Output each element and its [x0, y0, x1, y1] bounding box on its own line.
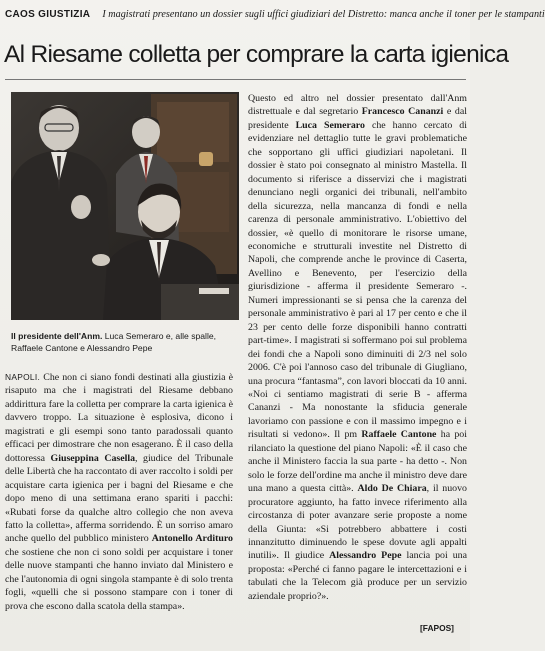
author-signature: [FAPOS]	[420, 623, 454, 633]
paragraph	[248, 92, 467, 603]
text-run: ha poi rilanciato la questione del piano Napoli: «È il caso che anche il Ministero faccia la sua parte - ha detto -. Non solo le forze dell'ordine ma anche il ministro deve dare una mano a questa città».	[248, 429, 467, 495]
article-photo	[11, 92, 239, 320]
text-run: lancia poi una proposta: «Perché ci fanno pagare le intercettazioni e i tabulati che la Telecom già produce per un servizio aziendale proprio?».	[248, 550, 467, 602]
text-run: che hanno cercato di evidenziare nel dettaglio tutte le gravi problematiche che sopportano gli uffici giudiziari napoletani. Il dossier è stato poi consegnato al ministro Mastella. Il documento si riferisce a disservizi che i magistrati denunciano negli organici dei tribunali, nell'ambito della sicurezza, nella mancanza di fondi e nella carenza di personale amministrativo. L'obiettivo del dossier, «è quello di monitorare le risorse umane, economiche e strutturali investite nel Distretto di Napoli, che comprende anche le province di Caserta, Avellino e Benevento, per l'esercizio della giurisdizione - afferma il presidente Semeraro -. Numeri impressionanti se si pensa che la carenza del personale amministrativo è pari al 17 per cento e che il 23 per cento delle forze disponibili hanno contratti part-time». I magistrati si soffermano poi sul problema dei fondi che a Napoli sono diminuiti di 2/3 nel solo 2006. C'è poi l'annoso caso del tribunale di Giugliano, una procura “fantasma”, con lavori bloccati da 10 anni. «Noi ci sentiamo magistrati di serie B - afferma Cananzi - Ma nonostante la sfiducia generale lavoriamo con passione e con il massimo impegno e i risultati si vedono». Il pm	[248, 119, 467, 441]
person-name: Giuseppina Casella	[50, 452, 136, 464]
article-column-left	[5, 371, 233, 613]
text-run: , il nuovo procuratore aggiunto, ha fatto invece riferimento alla circostanza di poter avanzare serie proposte a nome della Giunta: «Si potrebbero abbattere i costi innanzitutto diminuendo le spese dovute agli appalti inutili». Il giudice	[248, 483, 467, 562]
text-run: Questo ed altro nel dossier presentato dall'Anm distrettuale e dal segretario	[248, 93, 467, 118]
person-name: Aldo De Chiara	[357, 483, 427, 495]
section-label: CAOS GIUSTIZIA	[5, 8, 91, 20]
deck-subhead: I magistrati presentano un dossier sugli uffici giudiziari del Distretto: manca anche il toner per le stampanti	[102, 8, 545, 20]
photo-illustration	[11, 92, 239, 320]
article-column-right	[248, 92, 467, 603]
person-name: Luca Semeraro	[295, 119, 365, 131]
caption-lead: Il presidente dell'Anm.	[11, 331, 103, 341]
text-run: , giudice del Tribunale delle Libertà che ha raccontato di aver raccolto i soldi per acquistare carta igienica per i bagni del Riesame e che dopo meno di una settimana erano spariti i pacchi: «Rubati forse da qualche altro collegio che non aveva fatto la colletta», afferma sorridendo. È un sorriso amaro anche quello del pubblico ministero	[5, 452, 233, 545]
photo-caption	[11, 330, 239, 354]
person-name: Francesco Cananzi	[361, 106, 444, 118]
kicker-bar	[5, 5, 545, 23]
text-run: Che non ci siano fondi destinati alla giustizia è risaputo ma che i magistrati del Riesame debbano addirittura fare la colletta per comprare la carta igienica è davvero troppo. La situazione è esplosiva, dicono i magistrati e gli esempi sono tanto paradossali quanto efficaci per dimostrare che non esagerano. È il caso della dottoressa	[5, 372, 233, 464]
headline: Al Riesame colletta per comprare la carta igienica	[4, 41, 509, 68]
headline-rule	[5, 79, 466, 80]
person-name: Alessandro Pepe	[329, 550, 402, 562]
person-name: Raffaele Cantone	[361, 429, 437, 441]
dateline: NAPOLI.	[5, 372, 41, 382]
caption-text: Luca Semeraro e, alle spalle, Raffaele Cantone e Alessandro Pepe	[11, 331, 217, 353]
paragraph	[5, 371, 233, 613]
person-name: Antonello Ardituro	[151, 533, 233, 545]
text-run: e dal presidente	[248, 106, 467, 131]
text-run: che sostiene che non ci sono soldi per acquistare i toner delle nuove stampanti che hanno inviato dal Ministero e che l'autonomia di ogni singola stampante è di solo trenta fogli, «quelli che si possono stampare con i toner di prova che escono dalla scatola della stampa».	[5, 546, 233, 612]
